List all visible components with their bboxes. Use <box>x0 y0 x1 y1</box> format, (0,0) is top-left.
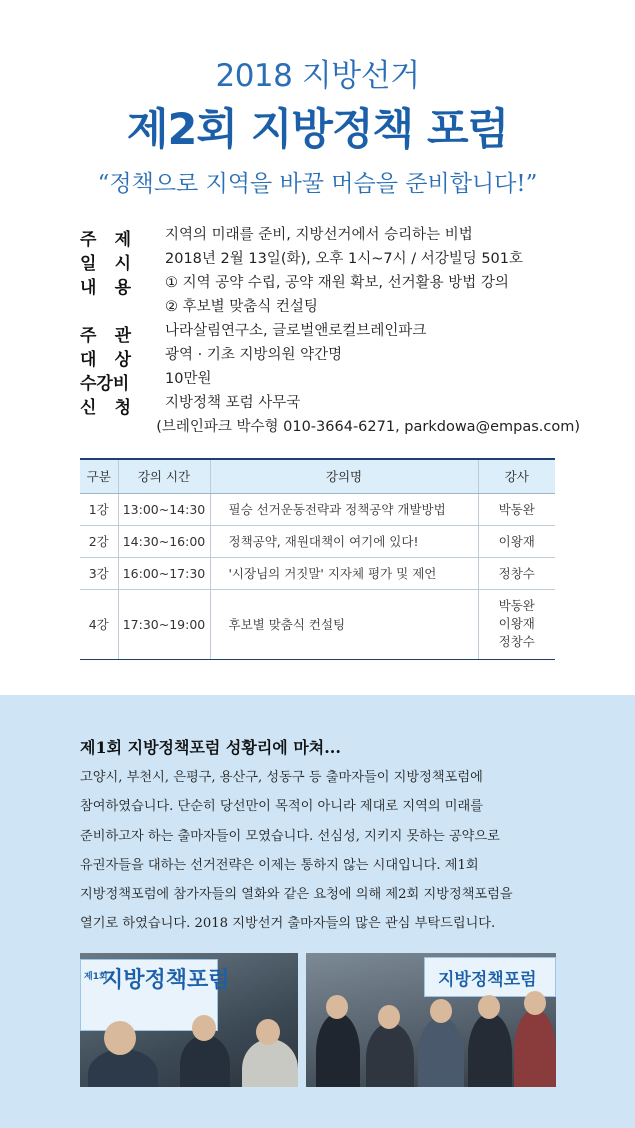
person-silhouette <box>316 1013 360 1087</box>
info-label: 신 청 <box>80 398 131 418</box>
recap-line: 유권자들을 대하는 선거전략은 이제는 통하지 않는 시대입니다. 제1회 <box>80 857 479 873</box>
person-silhouette <box>242 1039 298 1087</box>
forum-photo-left <box>80 953 298 1087</box>
info-label: 내 용 <box>80 278 131 298</box>
info-value: 나라살림연구소, 글로벌앤로컬브레인파크 <box>165 323 427 339</box>
lecture-teacher: 정창수 <box>478 557 555 589</box>
lecture-time: 14:30~16:00 <box>118 525 210 557</box>
table-row <box>80 589 555 659</box>
info-value: 지역의 미래를 준비, 지방선거에서 승리하는 비법 <box>165 227 473 243</box>
info-row-subject <box>80 225 580 249</box>
info-label: 주 제 <box>80 230 131 250</box>
lecture-teacher: 이왕재 <box>498 616 535 631</box>
recap-heading: 제1회 지방정책포럼 성황리에 마쳐... <box>80 738 341 757</box>
info-label: 수강비 <box>80 374 130 394</box>
person-head <box>326 995 348 1019</box>
person-head <box>378 1005 400 1029</box>
lecture-teacher: 박동완 <box>498 598 535 613</box>
recap-line: 참여하였습니다. 단순히 당선만이 목적이 아니라 제대로 지역의 미래를 <box>80 799 483 815</box>
banner-text: 지방정책포럼 <box>438 970 537 990</box>
slogan: “정책으로 지역을 바꿀 머슴을 준비합니다!” <box>97 171 538 197</box>
person-head <box>478 995 500 1019</box>
person-silhouette <box>418 1017 464 1087</box>
recap-line: 열기로 하였습니다. 2018 지방선거 출마자들의 많은 관심 부탁드립니다. <box>80 916 496 932</box>
column-header: 강사 <box>478 459 555 493</box>
column-header: 구분 <box>80 459 118 493</box>
recap-line: 지방정책포럼에 참가자들의 열화와 같은 요청에 의해 제2회 지방정책포럼을 <box>80 887 513 903</box>
info-row-host <box>80 321 580 345</box>
recap-section <box>0 695 635 1128</box>
table-row <box>80 493 555 525</box>
lecture-title: '시장님의 거짓말' 지자체 평가 및 제언 <box>210 557 478 589</box>
person-head <box>256 1019 280 1045</box>
info-row-target <box>80 345 580 369</box>
schedule-table <box>80 458 555 660</box>
info-value: ② 후보별 맞춤식 컨설팅 <box>165 299 318 315</box>
info-row-content-2 <box>80 297 580 321</box>
lecture-no: 1강 <box>80 493 118 525</box>
person-head <box>524 991 546 1015</box>
info-label: 주 관 <box>80 326 131 346</box>
lecture-teachers <box>478 589 555 659</box>
info-row-datetime <box>80 249 580 273</box>
banner-text: 지방정책포럼 <box>102 968 230 993</box>
info-row-content <box>80 273 580 297</box>
lecture-title: 후보별 맞춤식 컨설팅 <box>210 589 478 659</box>
lecture-no: 4강 <box>80 589 118 659</box>
lecture-no: 2강 <box>80 525 118 557</box>
info-label: 대 상 <box>80 350 131 370</box>
person-silhouette <box>514 1009 556 1087</box>
info-value: 10만원 <box>165 371 212 387</box>
lecture-teacher: 박동완 <box>478 493 555 525</box>
lecture-time: 16:00~17:30 <box>118 557 210 589</box>
info-value: 광역 · 기초 지방의원 약간명 <box>165 347 343 363</box>
person-silhouette <box>180 1035 230 1087</box>
forum-photo-right <box>306 953 556 1087</box>
person-silhouette <box>468 1013 512 1087</box>
info-row-apply-2 <box>80 417 580 441</box>
year-title: 2018 지방선거 <box>215 58 420 94</box>
lecture-time: 17:30~19:00 <box>118 589 210 659</box>
info-row-fee <box>80 369 580 393</box>
info-row-apply <box>80 393 580 417</box>
table-row <box>80 557 555 589</box>
column-header: 강의명 <box>210 459 478 493</box>
table-header-row <box>80 459 555 493</box>
lecture-teacher: 이왕재 <box>478 525 555 557</box>
person-silhouette <box>366 1023 414 1087</box>
person-head <box>104 1021 136 1055</box>
info-value: 지방정책 포럼 사무국 <box>165 395 301 411</box>
recap-body <box>80 763 560 939</box>
person-head <box>192 1015 216 1041</box>
main-title: 제2회 지방정책 포럼 <box>126 105 509 155</box>
recap-line: 고양시, 부천시, 은평구, 용산구, 성동구 등 출마자들이 지방정책포럼에 <box>80 770 483 785</box>
lecture-time: 13:00~14:30 <box>118 493 210 525</box>
info-value: 2018년 2월 13일(화), 오후 1시~7시 / 서강빌딩 501호 <box>165 251 524 267</box>
lecture-title: 정책공약, 재원대책이 여기에 있다! <box>210 525 478 557</box>
info-value: (브레인파크 박수형 010-3664-6271, parkdowa@empas.com) <box>156 419 580 435</box>
recap-line: 준비하고자 하는 출마자들이 모였습니다. 선심성, 지키지 못하는 공약으로 <box>80 828 500 844</box>
banner-small-text: 제1회 <box>84 972 108 982</box>
table-row <box>80 525 555 557</box>
lecture-teacher: 정창수 <box>498 634 535 649</box>
column-header: 강의 시간 <box>118 459 210 493</box>
lecture-title: 필승 선거운동전략과 정책공약 개발방법 <box>210 493 478 525</box>
info-value: ① 지역 공약 수립, 공약 재원 확보, 선거활용 방법 강의 <box>165 275 509 291</box>
person-head <box>430 999 452 1023</box>
info-label: 일 시 <box>80 254 131 274</box>
event-info <box>80 225 580 441</box>
lecture-no: 3강 <box>80 557 118 589</box>
